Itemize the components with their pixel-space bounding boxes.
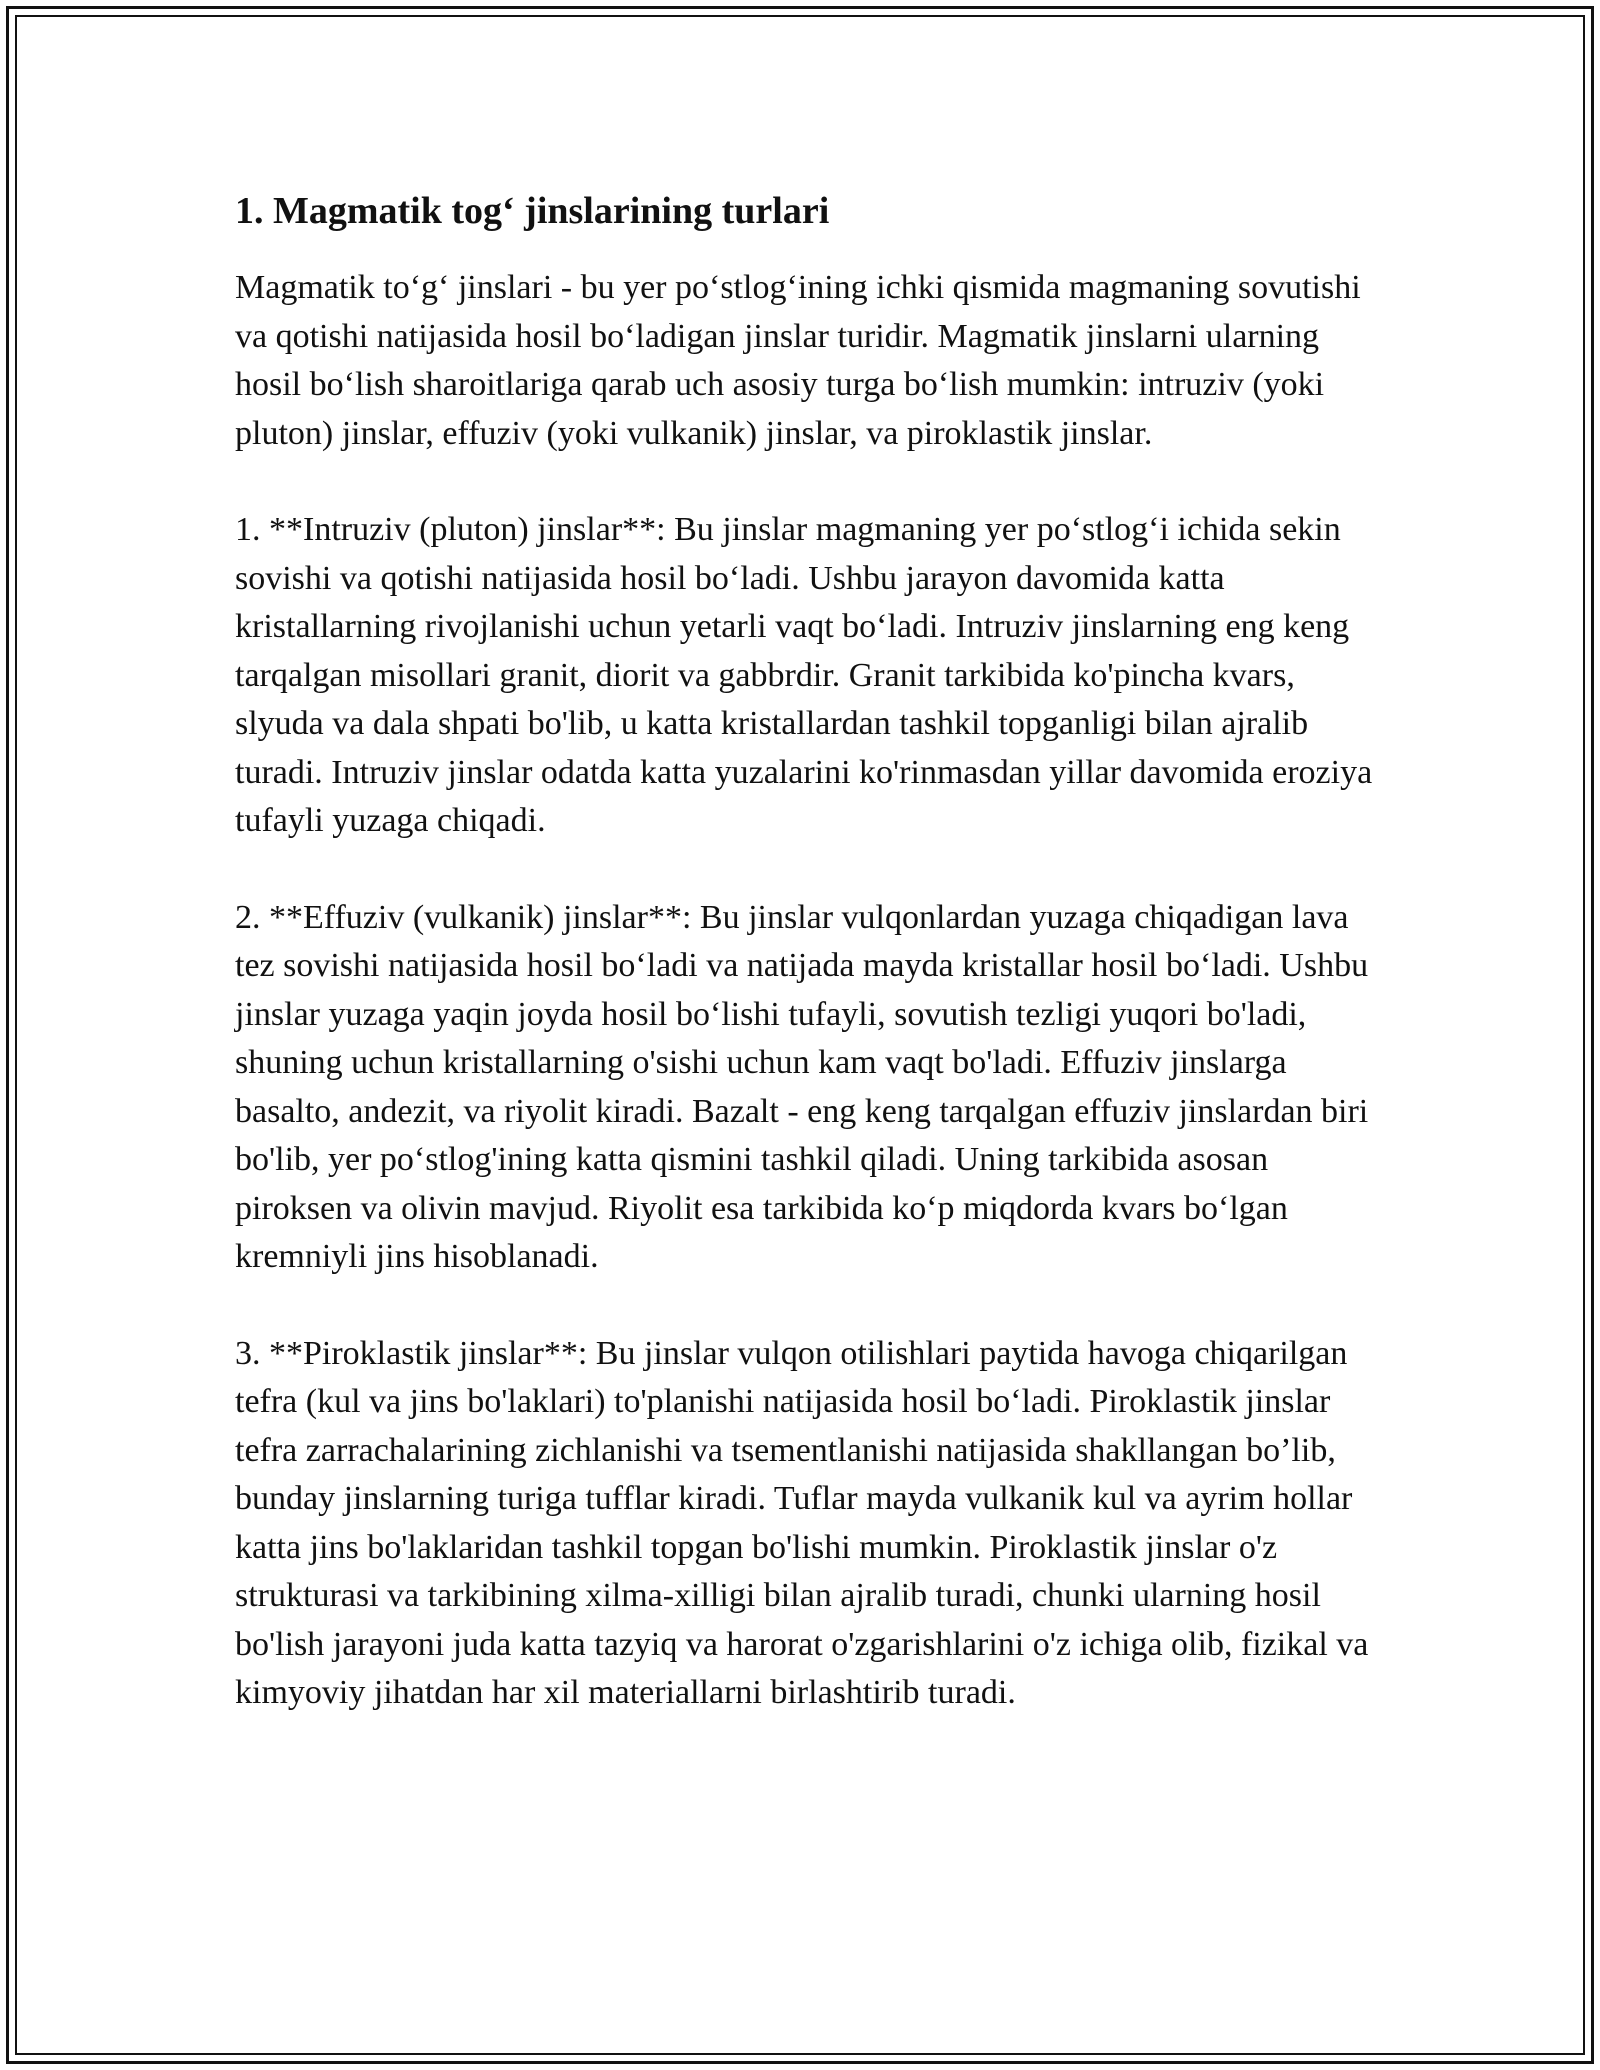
section-heading: 1. Magmatik tog‘ jinslarining turlari <box>235 190 830 232</box>
intrusive-rocks-paragraph: 1. **Intruziv (pluton) jinslar**: Bu jinslar magmaning yer po‘stlog‘i ichida sekin sovishi va qotishi natijasida hosil bo‘ladi. Ushbu jarayon davomida katta kristallarning rivojlanishi uchun yetarli vaqt bo‘ladi. Intruziv jinslarning eng keng tarqalgan misollari granit, diorit va gabbrdir. Granit tarkibida ko'pincha kvars, slyuda va dala shpati bo'lib, u katta kristallardan tashkil topganligi bilan ajralib turadi. Intruziv jinslar odatda katta yuzalarini ko'rinmasdan yillar davomida eroziya tufayli yuzaga chiqadi. <box>235 511 1373 839</box>
pyroclastic-rocks-paragraph: 3. **Piroklastik jinslar**: Bu jinslar vulqon otilishlari paytida havoga chiqarilgan tefra (kul va jins bo'laklari) to'planishi natijasida hosil bo‘ladi. Piroklastik jinslar tefra zarrachalarining zichlanishi va tsementlanishi natijasida shakllangan bo’lib, bunday jinslarning turiga tufflar kiradi. Tuflar mayda vulkanik kul va ayrim hollar katta jins bo'laklaridan tashkil topgan bo'lishi mumkin. Piroklastik jinslar o'z strukturasi va tarkibining xilma-xilligi bilan ajralib turadi, chunki ularning hosil bo'lish jarayoni juda katta tazyiq va harorat o'zgarishlarini o'z ichiga olib, fizikal va kimyoviy jihatdan har xil materiallarni birlashtirib turadi. <box>235 1334 1369 1711</box>
document-body <box>235 186 1375 1766</box>
effusive-rocks-paragraph: 2. **Effuziv (vulkanik) jinslar**: Bu jinslar vulqonlardan yuzaga chiqadigan lava tez sovishi natijasida hosil bo‘ladi va natijada mayda kristallar hosil bo‘ladi. Ushbu jinslar yuzaga yaqin joyda hosil bo‘lishi tufayli, sovutish tezligi yuqori bo'ladi, shuning uchun kristallarning o'sishi uchun kam vaqt bo'ladi. Effuziv jinslarga basalto, andezit, va riyolit kiradi. Bazalt - eng keng tarqalgan effuziv jinslardan biri bo'lib, yer po‘stlog'ining katta qismini tashkil qiladi. Uning tarkibida asosan piroksen va olivin mavjud. Riyolit esa tarkibida ko‘p miqdorda kvars bo‘lgan kremniyli jins hisoblanadi. <box>235 898 1369 1275</box>
intro-paragraph: Magmatik to‘g‘ jinslari - bu yer po‘stlog‘ining ichki qismida magmaning sovutishi va qotishi natijasida hosil bo‘ladigan jinslar turidir. Magmatik jinslarni ularning hosil bo‘lish sharoitlariga qarab uch asosiy turga bo‘lish mumkin: intruziv (yoki pluton) jinslar, effuziv (yoki vulkanik) jinslar, va piroklastik jinslar. <box>235 269 1361 452</box>
